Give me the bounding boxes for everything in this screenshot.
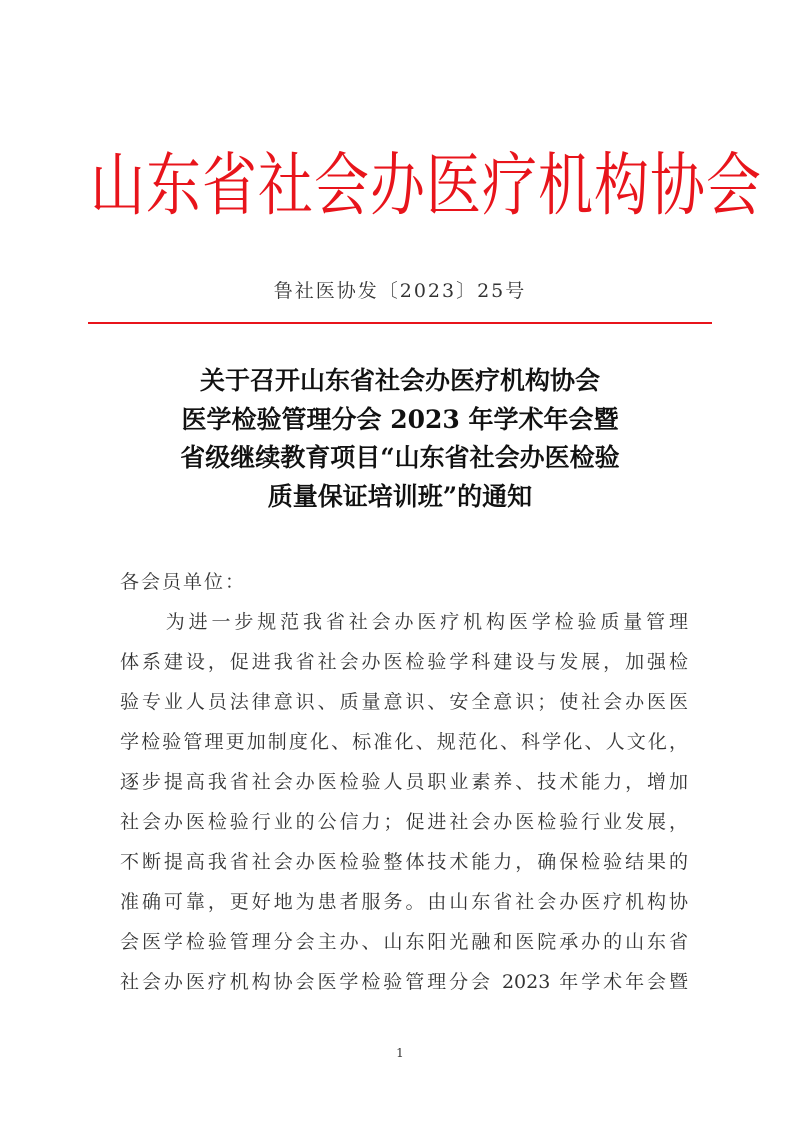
- body-line: 准确可靠，更好地为患者服务。由山东省社会办医疗机构协: [120, 891, 688, 913]
- notice-title: [0, 362, 800, 516]
- body-line: 验专业人员法律意识、质量意识、安全意识；使社会办医医: [120, 691, 688, 713]
- body-line: 社会办医疗机构协会医学检验管理分会 2023 年学术年会暨: [120, 971, 688, 993]
- body-line: 会医学检验管理分会主办、山东阳光融和医院承办的山东省: [120, 931, 688, 953]
- body-line: 社会办医检验行业的公信力；促进社会办医检验行业发展，: [120, 811, 688, 833]
- body-line: 逐步提高我省社会办医检验人员职业素养、技术能力，增加: [120, 771, 688, 793]
- organization-header: 山东省社会办医疗机构协会: [90, 145, 763, 225]
- notice-body: [120, 562, 688, 1002]
- body-line: 为进一步规范我省社会办医疗机构医学检验质量管理: [120, 611, 688, 633]
- title-line: 质量保证培训班”的通知: [267, 481, 533, 511]
- title-line: 医学检验管理分会 2023 年学术年会暨: [181, 404, 619, 434]
- red-divider: [88, 322, 712, 324]
- body-line: 学检验管理更加制度化、标准化、规范化、科学化、人文化，: [120, 731, 688, 753]
- title-line: 关于召开山东省社会办医疗机构协会: [199, 366, 600, 395]
- body-line: 不断提高我省社会办医检验整体技术能力，确保检验结果的: [120, 851, 688, 873]
- title-line: 省级继续教育项目“山东省社会办医检验: [180, 443, 620, 472]
- document-number: 鲁社医协发〔2023〕25号: [273, 280, 527, 302]
- page-number: 1: [396, 1046, 404, 1060]
- salutation: 各会员单位：: [120, 571, 247, 593]
- body-line: 体系建设，促进我省社会办医检验学科建设与发展，加强检: [120, 651, 688, 673]
